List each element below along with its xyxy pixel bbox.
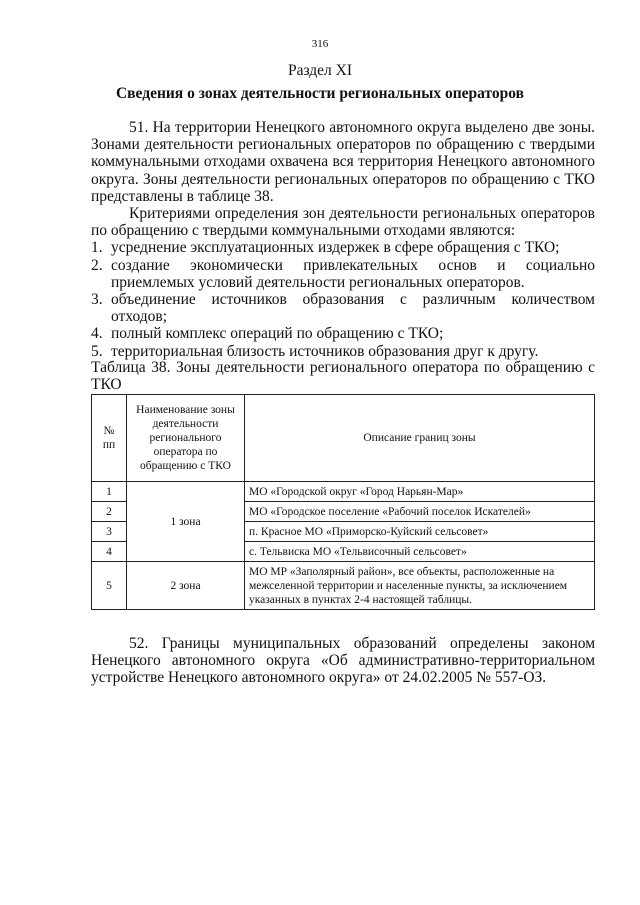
paragraph-51: 51. На территории Ненецкого автономного округа выделено две зоны. Зонами деятельности региональных операторов по обращению с твердыми коммунальными отходами охвачена вся территория Ненецкого автономного округа. Зоны деятельности региональных операторов по обращению с ТКО представлены в таблице 38. bbox=[91, 119, 595, 205]
list-item-text: объединение источников образования с различным количеством отходов; bbox=[111, 291, 595, 326]
list-item bbox=[91, 343, 595, 360]
zones-table bbox=[91, 394, 595, 610]
list-item-text: усреднение эксплуатационных издержек в сфере обращения с ТКО; bbox=[111, 239, 560, 257]
list-item bbox=[91, 325, 595, 342]
row-description: МО «Городской округ «Город Нарьян-Мар» bbox=[245, 482, 595, 502]
section-label: Раздел XI bbox=[287, 62, 353, 79]
paragraph-52: 52. Границы муниципальных образований определены законом Ненецкого автономного округа «Об административно-территориальном устройстве Ненецкого автономного округа» от 24.02.2005 № 557-ОЗ. bbox=[91, 635, 595, 687]
list-item-number: 4. bbox=[91, 325, 103, 343]
row-number: 3 bbox=[92, 522, 127, 542]
row-description: п. Красное МО «Приморско-Куйский сельсовет» bbox=[245, 522, 595, 542]
list-item-number: 5. bbox=[91, 342, 103, 360]
section-title: Сведения о зонах деятельности региональных операторов bbox=[115, 85, 524, 102]
paragraph-criteria-intro: Критериями определения зон деятельности региональных операторов по обращению с твердыми коммунальными отходами являются: bbox=[91, 205, 595, 240]
header-zone-name: Наименование зоны деятельности регионального оператора по обращению с ТКО bbox=[127, 395, 245, 482]
list-item-number: 1. bbox=[91, 239, 103, 257]
list-item bbox=[91, 239, 595, 256]
row-number: 1 bbox=[92, 482, 127, 502]
list-item-text: территориальная близость источников образования друг к другу. bbox=[111, 342, 539, 360]
row-description: с. Тельвиска МО «Тельвисочный сельсовет» bbox=[245, 542, 595, 562]
criteria-list bbox=[91, 239, 595, 359]
list-item bbox=[91, 257, 595, 291]
header-zone-boundaries: Описание границ зоны bbox=[245, 395, 595, 482]
row-number: 2 bbox=[92, 502, 127, 522]
row-description: МО «Городское поселение «Рабочий поселок Искателей» bbox=[245, 502, 595, 522]
list-item-text: создание экономически привлекательных основ и социально приемлемых условий деятельности региональных операторов. bbox=[111, 256, 595, 291]
row-description: МО МР «Заполярный район», все объекты, расположенные на межселенной территории и населенные пункты, за исключением указанных в пунктах 2-4 настоящей таблицы. bbox=[245, 562, 595, 610]
list-item-number: 3. bbox=[91, 291, 103, 309]
table-row bbox=[92, 562, 595, 610]
list-item-text: полный комплекс операций по обращению с ТКО; bbox=[111, 325, 444, 343]
list-item-number: 2. bbox=[91, 256, 103, 274]
row-number: 5 bbox=[92, 562, 127, 610]
list-item bbox=[91, 291, 595, 325]
header-number: № пп bbox=[92, 395, 127, 482]
row-number: 4 bbox=[92, 542, 127, 562]
table-caption: Таблица 38. Зоны деятельности регионального оператора по обращению с ТКО bbox=[91, 359, 595, 393]
main-text bbox=[91, 119, 595, 360]
table-row bbox=[92, 482, 595, 502]
table-header-row bbox=[92, 395, 595, 482]
zone-cell-1: 1 зона bbox=[127, 482, 245, 562]
page-number: 316 bbox=[311, 38, 329, 50]
zone-cell-2: 2 зона bbox=[127, 562, 245, 610]
